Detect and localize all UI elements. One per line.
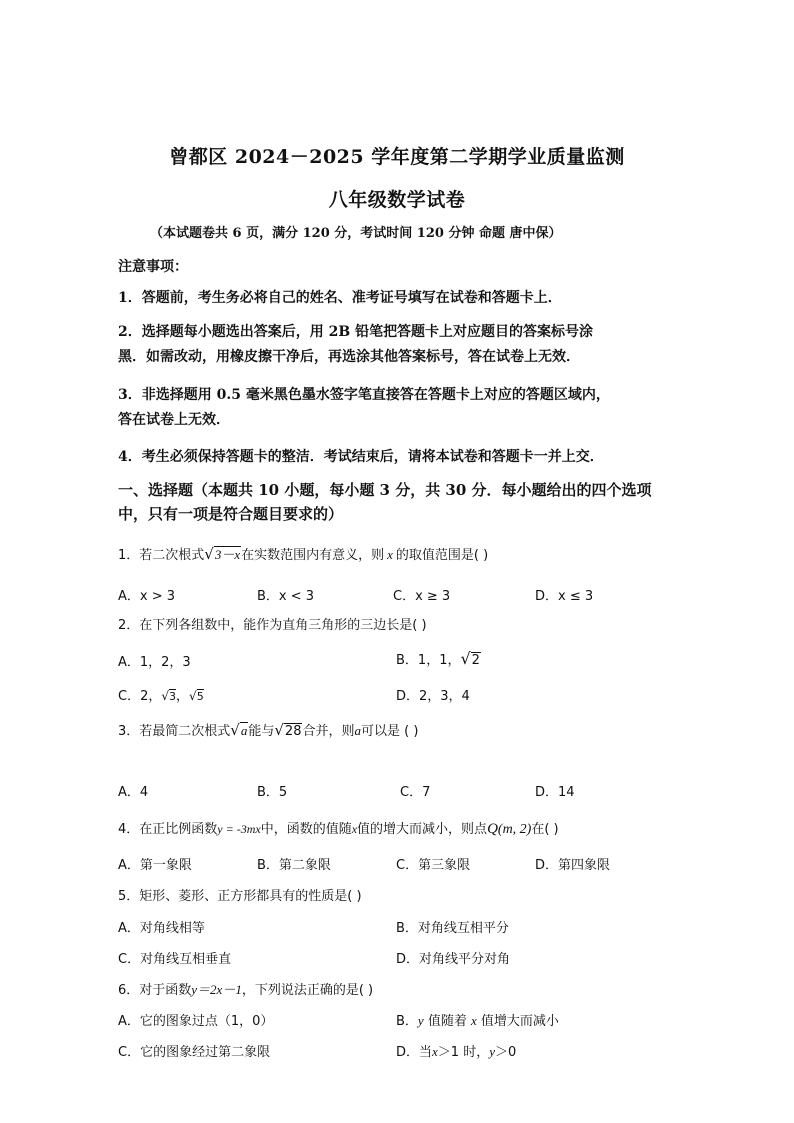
sqrt-icon: √ [189, 689, 197, 703]
note-3-line2: 答在试卷上无效． [118, 412, 230, 428]
q3-option-b: B．5 [257, 785, 288, 800]
q4-option-b: B．第二象限 [257, 858, 331, 873]
q5-option-c: C．对角线互相垂直 [118, 952, 232, 967]
note-3-line1: 3．非选择题用 0.5 毫米黑色墨水签字笔直接答在答题卡上对应的答题区域内， [118, 387, 610, 403]
q6-option-a: A．它的图象过点（1，0） [118, 1014, 274, 1029]
sqrt-icon: √ [204, 545, 214, 563]
q4-option-c: C．第三象限 [396, 858, 471, 873]
sqrt-icon: √ [274, 721, 284, 739]
question-3-stem: 3．若最简二次根式√a能与√28合并，则a可以是 ( ) [118, 721, 419, 739]
question-5-stem: 5．矩形、菱形、正方形都具有的性质是( ) [118, 889, 362, 904]
sqrt-icon: √ [161, 689, 170, 703]
q1-option-a: A．x > 3 [118, 589, 176, 604]
question-6-stem: 6．对于函数y＝2x－1，下列说法正确的是( ) [118, 982, 374, 998]
question-2-stem: 2．在下列各组数中，能作为直角三角形的三边长是( ) [118, 618, 427, 633]
q4-option-d: D．第四象限 [535, 858, 611, 873]
note-4: 4．考生必须保持答题卡的整洁．考试结束后，请将本试卷和答题卡一并上交． [118, 449, 604, 465]
q1-option-d: D．x ≤ 3 [535, 589, 594, 604]
q5-option-b: B．对角线互相平分 [396, 921, 509, 936]
q4-option-a: A．第一象限 [118, 858, 192, 873]
q2-option-b: B．1，1，√2 [396, 649, 480, 668]
q1-option-c: C．x ≥ 3 [393, 589, 451, 604]
section-heading-line2: 中，只有一项是符合题目要求的） [118, 505, 344, 523]
exam-info: （本试题卷共 6 页，满分 120 分，考试时间 120 分钟 命题 唐中保） [150, 226, 562, 241]
sqrt-icon: √ [230, 721, 240, 739]
q2-option-a: A．1，2，3 [118, 655, 191, 670]
q2-option-d: D．2，3，4 [396, 689, 470, 704]
q3-option-c: C．7 [400, 785, 431, 800]
note-2-line2: 黑．如需改动，用橡皮擦干净后，再选涂其他答案标号，答在试卷上无效． [118, 349, 580, 365]
exam-subtitle: 八年级数学试卷 [328, 189, 466, 211]
sqrt-icon: √ [460, 649, 471, 668]
q3-option-a: A．4 [118, 785, 149, 800]
q3-option-d: D．14 [535, 785, 575, 800]
q6-option-b: B．y 值随着 x 值增大而减小 [396, 1013, 559, 1029]
question-1-stem: 1．若二次根式√3－x在实数范围内有意义，则 x 的取值范围是( ) [118, 545, 489, 563]
q6-option-c: C．它的图象经过第二象限 [118, 1045, 271, 1060]
notes-heading: 注意事项： [118, 259, 188, 275]
q5-option-a: A．对角线相等 [118, 921, 205, 936]
q6-option-d: D．当x＞1 时，y＞0 [396, 1044, 517, 1060]
note-2-line1: 2．选择题每小题选出答案后，用 2B 铅笔把答题卡上对应题目的答案标号涂 [118, 324, 594, 340]
q1-option-b: B．x < 3 [257, 589, 315, 604]
note-1: 1．答题前，考生务必将自己的姓名、准考证号填写在试卷和答题卡上． [118, 290, 562, 306]
q5-option-d: D．对角线平分对角 [396, 952, 511, 967]
exam-title: 曾都区 2024－2025 学年度第二学期学业质量监测 [169, 146, 625, 168]
section-heading-line1: 一、选择题（本题共 10 小题，每小题 3 分，共 30 分．每小题给出的四个选项 [118, 481, 652, 499]
q2-option-c: C．2，√3，√5 [118, 689, 204, 704]
question-4-stem: 4．在正比例函数y = -3mx中，函数的值随x值的增大而减小，则点Q(m, 2)在( ) [118, 821, 559, 837]
